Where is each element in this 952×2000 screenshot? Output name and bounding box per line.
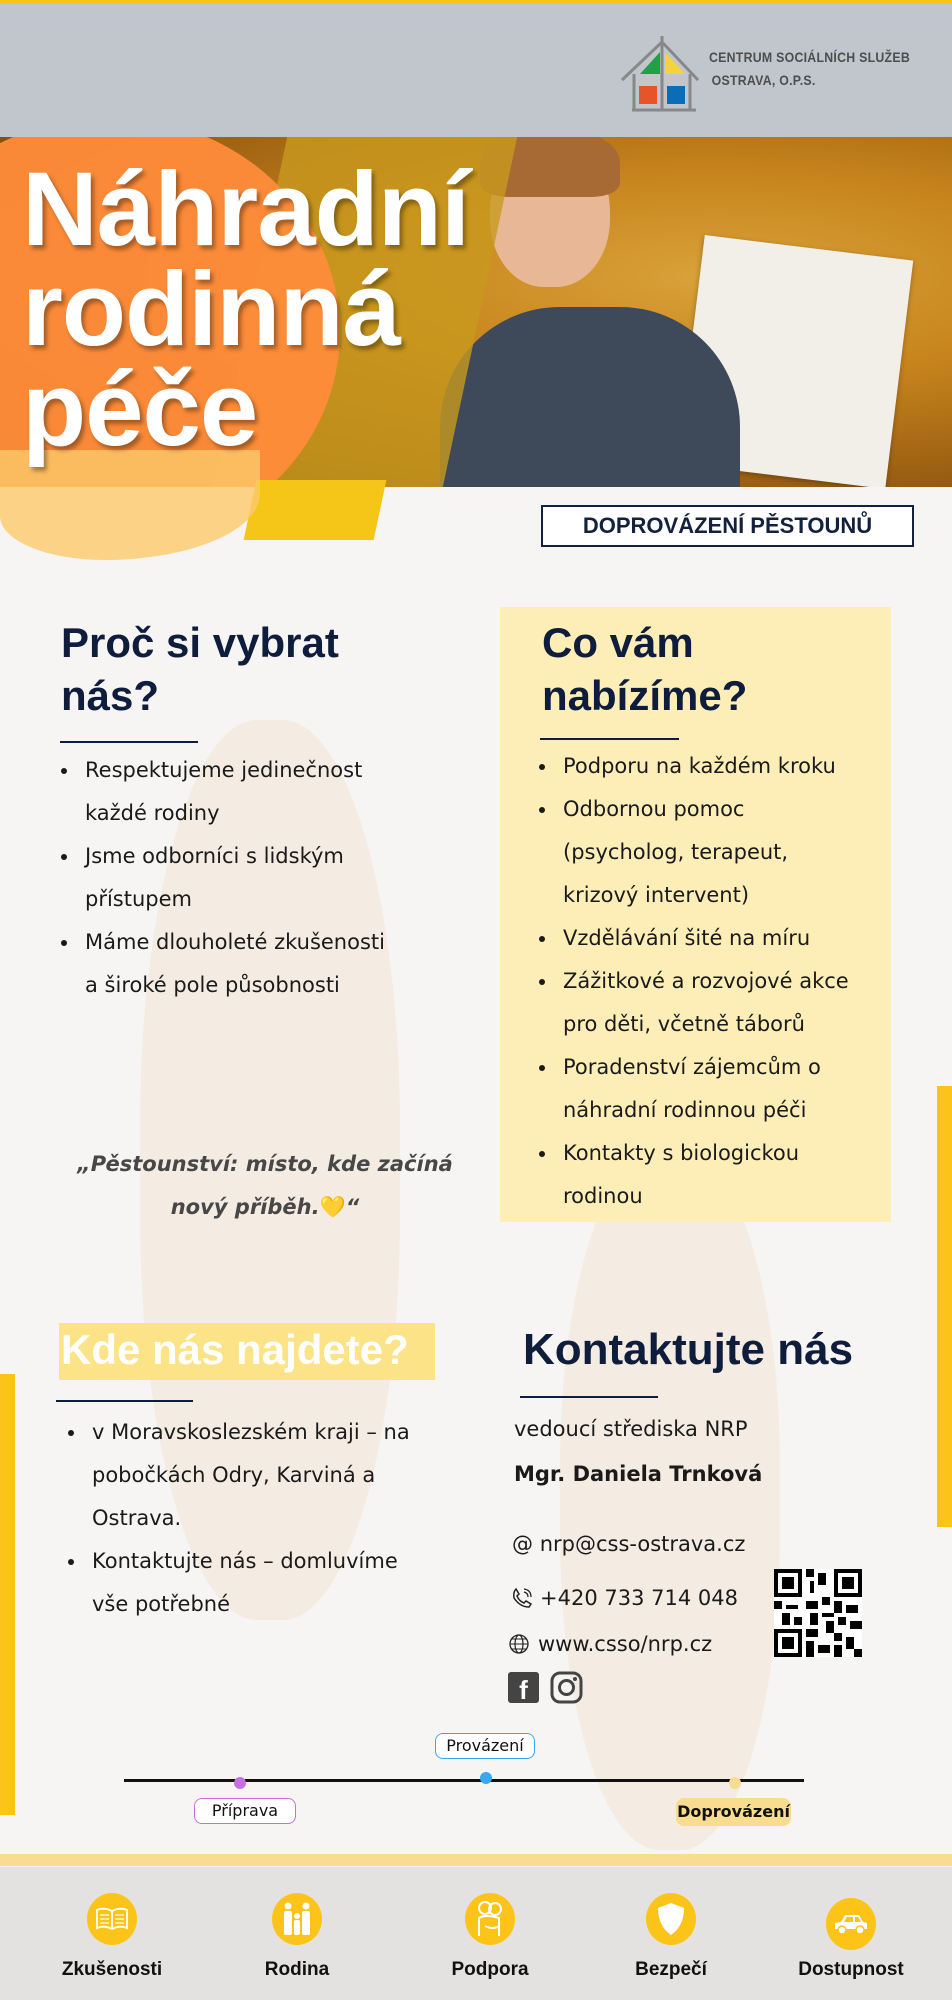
org-name-line2: OSTRAVA, O.P.S. (711, 72, 816, 88)
feature-rodina (227, 1893, 367, 1981)
feature-zkusenosti (42, 1893, 182, 1981)
list-item: Poradenství zájemcům o náhradní rodinnou péči (563, 1046, 893, 1132)
feature-label: Podpora (451, 1959, 529, 1980)
feature-label: Bezpečí (635, 1959, 707, 1980)
service-badge: DOPROVÁZENÍ PĚSTOUNŮ (541, 505, 914, 547)
list-item: v Moravskoslezském kraji – na pobočkách Odry, Karviná a Ostrava. (92, 1411, 452, 1540)
contact-email-row[interactable] (512, 1529, 745, 1559)
heart-icon: 💛 (319, 1195, 346, 1219)
contact-underline (520, 1396, 658, 1398)
family-icon (280, 1901, 314, 1937)
left-accent-bar (0, 1374, 15, 1815)
why-heading: Proč si vybrat nás? (61, 619, 339, 719)
list-item: Jsme odborníci s lidským přístupem (85, 835, 425, 921)
feature-label: Rodina (264, 1959, 330, 1980)
timeline-label-priprava: Příprava (194, 1798, 296, 1824)
where-heading: Kde nás najdete? (61, 1326, 409, 1373)
offer-underline (540, 738, 679, 740)
timeline-dot-doprovazeni (729, 1777, 741, 1789)
where-heading-box (59, 1323, 435, 1380)
where-list (92, 1411, 452, 1626)
why-section (61, 616, 339, 722)
timeline-line (124, 1779, 804, 1782)
title-line: péče (22, 351, 258, 468)
list-item: Vzdělávání šité na míru (563, 917, 893, 960)
organization-name (709, 46, 910, 92)
contact-role: vedoucí střediska NRP (514, 1417, 748, 1441)
feature-dostupnost (781, 1898, 921, 1981)
list-item: Kontaktujte nás – domluvíme vše potřebné (92, 1540, 452, 1626)
why-list (85, 749, 425, 1007)
background-silhouette (560, 1150, 780, 1850)
hug-icon (475, 1900, 505, 1938)
why-underline (60, 741, 198, 743)
globe-icon (508, 1633, 530, 1655)
feature-bezpeci (601, 1893, 741, 1981)
timeline-dot-provazeni (480, 1772, 492, 1784)
contact-email[interactable]: nrp@css-ostrava.cz (539, 1532, 746, 1556)
feature-label: Zkušenosti (61, 1959, 163, 1980)
list-item: Máme dlouholeté zkušenosti a široké pole působnosti (85, 921, 425, 1007)
yellow-shape-bottom (244, 480, 387, 540)
org-name-line1: CENTRUM SOCIÁLNÍCH SLUŽEB (709, 49, 910, 65)
contact-phone-row[interactable] (510, 1583, 738, 1613)
where-underline (56, 1400, 193, 1402)
instagram-icon[interactable] (550, 1671, 583, 1704)
offer-section (542, 616, 747, 722)
facebook-icon[interactable]: f (508, 1672, 539, 1703)
contact-web[interactable]: www.csso/nrp.cz (538, 1632, 713, 1656)
contact-name: Mgr. Daniela Trnková (514, 1462, 763, 1486)
list-item: Odbornou pomoc (psycholog, terapeut, krizový intervent) (563, 788, 893, 917)
shield-icon (657, 1902, 685, 1936)
offer-heading: Co vám nabízíme? (542, 619, 748, 719)
quote-line: „Pěstounství: místo, kde začíná (77, 1152, 453, 1176)
offer-list (563, 745, 893, 1218)
quote-line: nový příběh.💛“ (170, 1195, 360, 1219)
at-icon: @ (512, 1532, 533, 1556)
phone-icon (510, 1586, 534, 1610)
qr-code[interactable] (774, 1569, 862, 1657)
quote (60, 1143, 470, 1229)
timeline-label-doprovazeni: Doprovázení (676, 1798, 791, 1826)
list-item: Respektujeme jedinečnost každé rodiny (85, 749, 425, 835)
child-figure (440, 307, 740, 487)
hero-title (22, 151, 470, 468)
organization-logo (618, 34, 702, 114)
title-line: Náhradní (22, 151, 470, 268)
feature-label: Dostupnost (798, 1959, 904, 1980)
right-accent-bar (937, 1086, 952, 1527)
title-line: rodinná (22, 251, 400, 368)
contact-web-row[interactable] (508, 1629, 712, 1659)
feature-podpora (420, 1893, 560, 1981)
timeline-dot-priprava (234, 1777, 246, 1789)
footer-accent-band (0, 1854, 952, 1866)
qr-code-pattern (774, 1569, 862, 1657)
car-icon (833, 1911, 869, 1937)
list-item: Podporu na každém kroku (563, 745, 893, 788)
timeline-label-provazeni: Provázení (435, 1733, 535, 1759)
contact-heading: Kontaktujte nás (523, 1325, 854, 1374)
list-item: Zážitkové a rozvojové akce pro děti, včetně táborů (563, 960, 893, 1046)
contact-phone[interactable]: +420 733 714 048 (540, 1586, 738, 1610)
list-item: Kontakty s biologickou rodinou (563, 1132, 893, 1218)
book-icon (95, 1906, 129, 1932)
